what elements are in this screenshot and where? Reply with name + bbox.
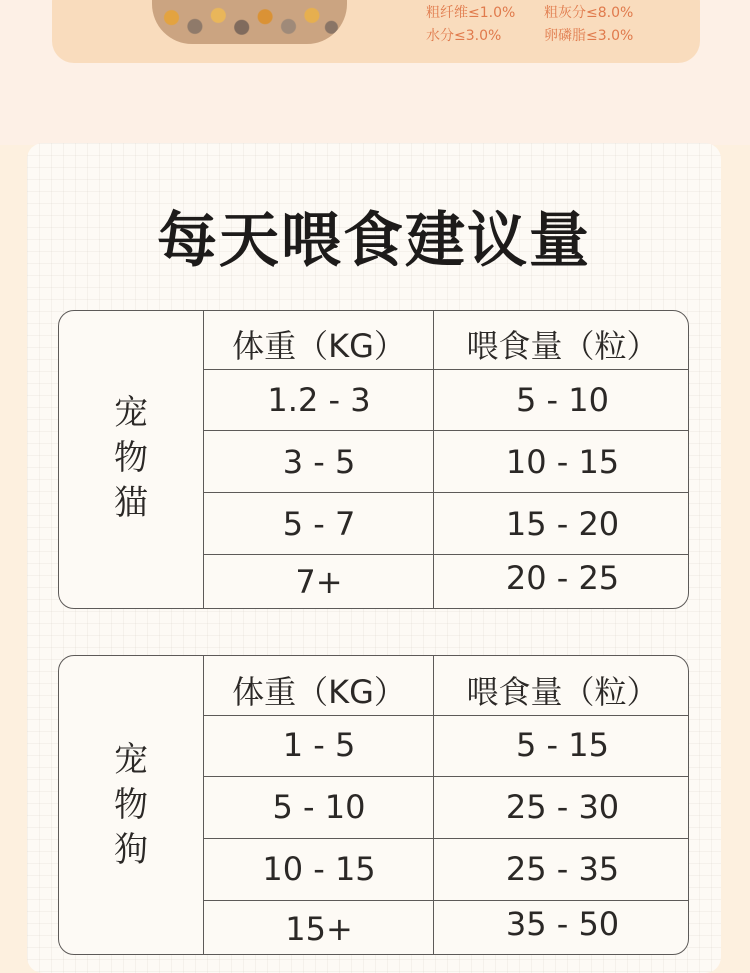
page-title: 每天喂食建议量 bbox=[157, 206, 591, 276]
table-row-weight: 5 - 10 bbox=[272, 788, 366, 826]
table-row-weight: 1.2 - 3 bbox=[267, 381, 371, 419]
table-row-weight: 5 - 7 bbox=[282, 505, 356, 543]
table-row-amount: 5 - 10 bbox=[516, 381, 609, 419]
table-row-amount: 15 - 20 bbox=[505, 505, 620, 543]
table-row-amount: 10 - 15 bbox=[505, 443, 620, 481]
table-row-amount: 35 - 50 bbox=[505, 905, 620, 943]
nutrition-ash: 粗灰分≤8.0% bbox=[544, 5, 634, 21]
cat-feeding-table bbox=[58, 310, 689, 609]
table-row-weight: 7+ bbox=[295, 563, 343, 601]
pet-food-jar-image bbox=[152, 0, 347, 44]
table-row-amount: 25 - 30 bbox=[505, 788, 620, 826]
nutrition-fiber: 粗纤维≤1.0% bbox=[426, 5, 516, 21]
nutrition-lecithin: 卵磷脂≤3.0% bbox=[544, 28, 634, 44]
nutrition-card bbox=[52, 0, 700, 63]
table-row-weight: 3 - 5 bbox=[282, 443, 356, 481]
table-row-weight: 15+ bbox=[285, 910, 353, 948]
pet-dog-label: 宠 物 狗 bbox=[114, 740, 148, 870]
table-row-amount: 20 - 25 bbox=[505, 559, 620, 597]
header-amount: 喂食量（粒） bbox=[466, 327, 659, 365]
header-weight: 体重（KG） bbox=[232, 327, 406, 365]
dog-feeding-table bbox=[58, 655, 689, 955]
header-amount: 喂食量（粒） bbox=[466, 673, 659, 711]
pet-cat-label: 宠 物 猫 bbox=[114, 393, 148, 523]
table-row-weight: 1 - 5 bbox=[282, 726, 356, 764]
table-row-amount: 5 - 15 bbox=[516, 726, 609, 764]
top-banner bbox=[0, 0, 750, 145]
table-row-amount: 25 - 35 bbox=[505, 850, 620, 888]
nutrition-moisture: 水分≤3.0% bbox=[426, 28, 502, 44]
table-row-weight: 10 - 15 bbox=[262, 850, 376, 888]
header-weight: 体重（KG） bbox=[232, 673, 406, 711]
